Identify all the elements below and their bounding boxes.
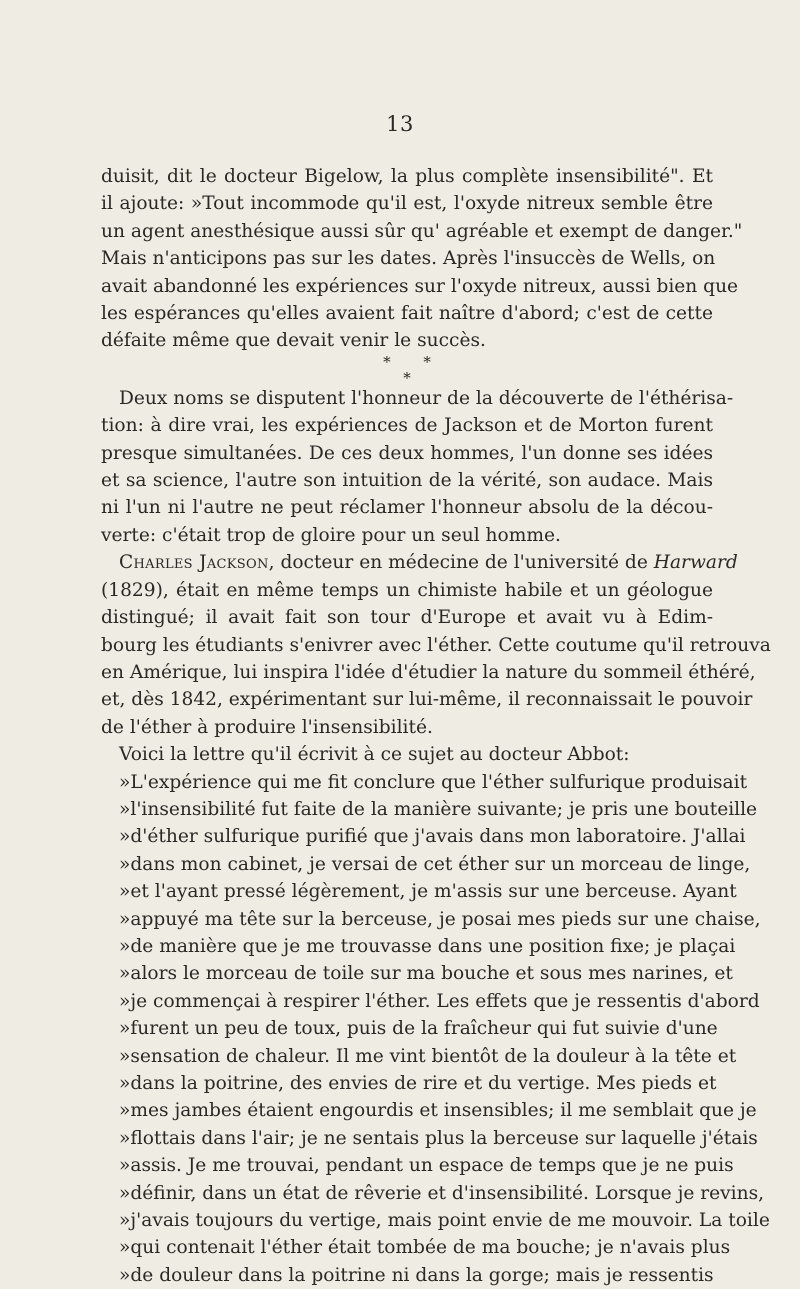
letter-line: »je commençai à respirer l'éther. Les effets que je ressentis d'abord — [119, 990, 760, 1012]
text-line: duisit, dit le docteur Bigelow, la plus complète insensibilité". Et — [101, 166, 713, 187]
text-line: les espérances qu'elles avaient fait naître d'abord; c'est de cette — [101, 303, 713, 325]
paragraph-4 — [101, 741, 713, 768]
separator-asterisk-bottom: * — [403, 368, 411, 387]
letter-line: »mes jambes étaient engourdis et insensibles; il me semblait que je — [119, 1100, 757, 1122]
text-line: Voici la lettre qu'il écrivit à ce sujet au docteur Abbot: — [119, 744, 630, 766]
text-line: tion: à dire vrai, les expériences de Jackson et de Morton furent — [101, 415, 713, 437]
paragraph-2 — [101, 385, 734, 549]
text-line: bourg les étudiants s'enivrer avec l'éther. Cette coutume qu'il retrouva — [101, 634, 771, 656]
text-line: Mais n'anticipons pas sur les dates. Après l'insuccès de Wells, on — [101, 248, 716, 270]
letter-line: »j'avais toujours du vertige, mais point envie de me mouvoir. La toile — [119, 1210, 770, 1232]
letter-line: »de manière que je me trouvasse dans une position fixe; je plaçai — [119, 935, 736, 957]
text-line: distingué; il avait fait son tour d'Europe et avait vu à Edim- — [101, 607, 713, 629]
person-name: Charles Jackson — [119, 552, 269, 574]
letter-line: »alors le morceau de toile sur ma bouche et sous mes narines, et — [119, 963, 733, 985]
letter-line: »flottais dans l'air; je ne sentais plus la berceuse sur laquelle j'étais — [119, 1127, 758, 1149]
text-line: Deux noms se disputent l'honneur de la découverte de l'éthérisa- — [119, 387, 734, 409]
text-line: (1829), était en même temps un chimiste habile et un géologue — [101, 579, 713, 601]
letter-line: »sensation de chaleur. Il me vint bientôt de la douleur à la tête et — [119, 1045, 737, 1067]
university-name: Harward — [653, 552, 738, 574]
letter-line: »dans mon cabinet, je versai de cet éther sur un morceau de linge, — [119, 853, 751, 875]
text-line: défaite même que devait venir le succès. — [101, 330, 486, 352]
letter-line: »appuyé ma tête sur la berceuse, je posai mes pieds sur une chaise, — [119, 908, 761, 930]
body-text — [101, 163, 771, 1289]
section-separator — [101, 351, 713, 391]
letter-line: »assis. Je me trouvai, pendant un espace de temps que je ne puis — [119, 1155, 734, 1177]
letter-line: »l'insensibilité fut faite de la manière suivante; je pris une bouteille — [119, 798, 758, 820]
paragraph-3 — [101, 549, 771, 741]
separator-asterisks-top: * * — [383, 352, 445, 371]
text-line: et, dès 1842, expérimentant sur lui-même, il reconnaissait le pouvoir — [101, 689, 753, 711]
text-fragment: , docteur en médecine de l'université de — [268, 552, 654, 574]
text-line: verte: c'était trop de gloire pour un seul homme. — [101, 524, 561, 546]
text-line: un agent anesthésique aussi sûr qu' agréable et exempt de danger." — [101, 220, 743, 242]
letter-line: »qui contenait l'éther était tombée de ma bouche; je n'avais plus — [119, 1237, 731, 1259]
text-line: en Amérique, lui inspira l'idée d'étudier la nature du sommeil éthéré, — [101, 661, 756, 683]
letter-line: »et l'ayant pressé légèrement, je m'assis sur une berceuse. Ayant — [119, 881, 737, 903]
text-line: il ajoute: »Tout incommode qu'il est, l'oxyde nitreux semble être — [101, 193, 713, 215]
text-line: ni l'un ni l'autre ne peut réclamer l'honneur absolu de la décou- — [101, 497, 713, 519]
page-number: 13 — [386, 112, 414, 136]
text-line — [101, 549, 738, 576]
text-line: et sa science, l'autre son intuition de la vérité, son audace. Mais — [101, 470, 713, 492]
letter-line: »furent un peu de toux, puis de la fraîcheur qui fut suivie d'une — [119, 1018, 718, 1040]
quoted-letter — [101, 769, 770, 1289]
letter-line: »de douleur dans la poitrine ni dans la gorge; mais je ressentis — [119, 1264, 714, 1286]
letter-line: »définir, dans un état de rêverie et d'insensibilité. Lorsque je revins, — [119, 1182, 765, 1204]
letter-line: »L'expérience qui me fit conclure que l'éther sulfurique produisait — [119, 771, 748, 793]
letter-line: »dans la poitrine, des envies de rire et du vertige. Mes pieds et — [119, 1073, 717, 1094]
text-line: avait abandonné les expériences sur l'oxyde nitreux, aussi bien que — [101, 275, 739, 297]
paragraph-1 — [101, 163, 743, 355]
text-line: de l'éther à produire l'insensibilité. — [101, 716, 433, 738]
text-line: presque simultanées. De ces deux hommes, l'un donne ses idées — [101, 442, 713, 464]
letter-line: »d'éther sulfurique purifié que j'avais dans mon laboratoire. J'allai — [119, 826, 746, 848]
